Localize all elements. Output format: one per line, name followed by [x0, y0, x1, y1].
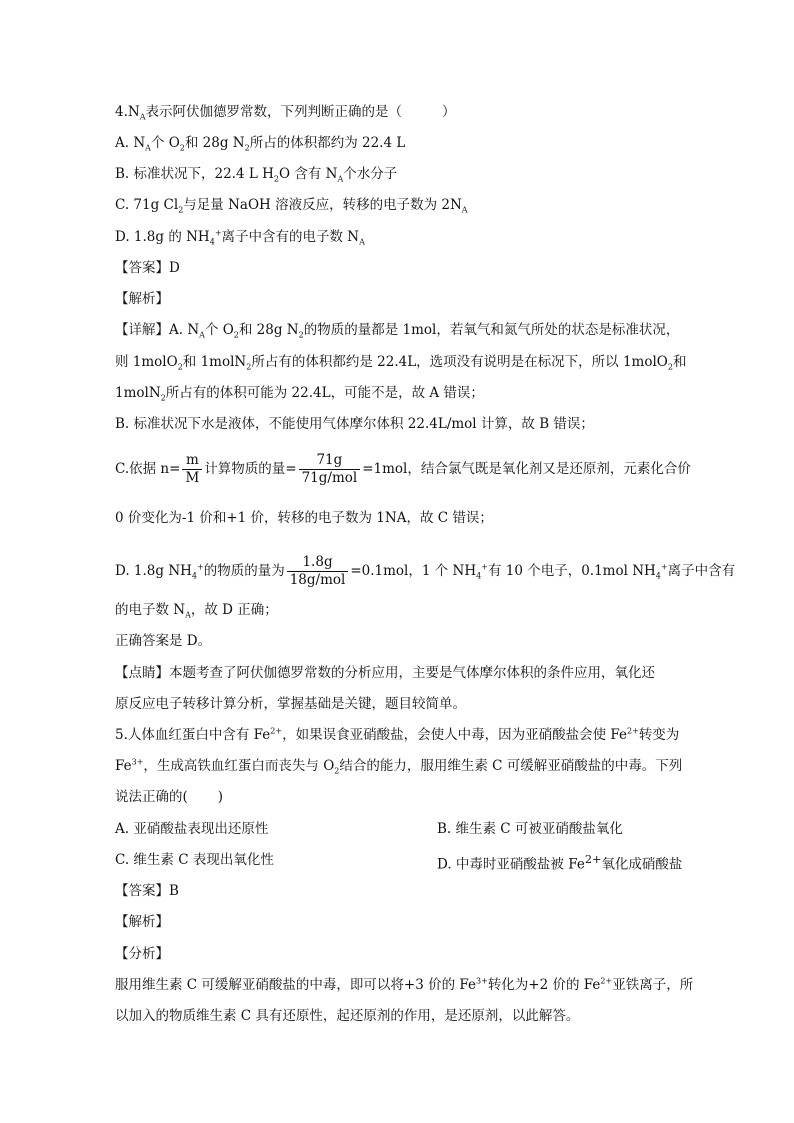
q5-option-b: B. 维生素 C 可被亚硝酸盐氧化: [437, 821, 623, 837]
formula-1.8g-over-18gmol: [287, 554, 349, 589]
q5-option-d: D. 中毒时亚硝酸盐被 $Fe^{2+}$氧化成硝酸盐: [437, 853, 683, 873]
q5-answer: 【答案】B: [115, 883, 179, 899]
q4-analysis-heading: 【解析】: [115, 291, 169, 307]
q4-detail-line-d-cont: 的电子数 $N_A$，故 D 正确；: [115, 602, 278, 620]
q5-stem-line-3: [115, 787, 223, 807]
q4-comment-line-1: 【点睛】本题考查了阿伏伽德罗常数的分析应用，主要是气体摩尔体积的条件应用，氧化还: [115, 665, 655, 681]
q4-detail-d-prefix: D. 1.8g $NH_4^+$的物质的量为: [115, 562, 285, 581]
q5-stem-text: 说法正确的(: [115, 789, 188, 805]
q4-detail-line-2: 则 1molO$_2$和 1molN$_2$所占有的体积都约是 22.4L，选项没有说明是在标况下，所以 1molO$_2$和: [115, 354, 687, 372]
q4-detail-c-prefix: C.依据 n=: [115, 461, 181, 477]
formula-m-over-M: [182, 452, 202, 487]
q4-detail-line-3: 1molN$_2$所占有的体积可能为 22.4L，可能不是，故 A 错误；: [115, 385, 484, 403]
fraction-denominator: 71g/mol: [301, 470, 358, 486]
q4-detail-line-d: [115, 554, 735, 589]
q4-detail-line-c: [115, 452, 691, 487]
q5-option-a: A. 亚硝酸盐表现出还原性: [115, 821, 269, 837]
fraction-denominator: 18g/mol: [289, 572, 346, 588]
q5-stem-line-1: 5.人体血红蛋白中含有 $Fe^{2+}$，如果误食亚硝酸盐，会使人中毒，因为亚硝酸盐会使 $Fe^{2+}$转变为: [115, 726, 680, 743]
q4-option-c: C. 71g $Cl_2$与足量 NaOH 溶液反应，转移的电子数为 $2N_A$: [115, 197, 468, 215]
q5-fenxi-heading: 【分析】: [115, 946, 169, 962]
q5-option-c: C. 维生素 C 表现出氧化性: [115, 852, 274, 868]
q4-detail-line-c-cont: 0 价变化为-1 价和+1 价，转移的电子数为 1NA，故 C 错误；: [115, 510, 493, 526]
q4-option-a: A. $N_A$个 $O_2$和 28g $N_2$所占的体积都约为 22.4 L: [115, 135, 406, 153]
q4-stem-prefix: 4.N: [115, 104, 140, 120]
q4-detail-line-b: B. 标准状况下水是液体，不能使用气体摩尔体积 22.4L/mol 计算，故 B 错误；: [115, 416, 594, 432]
fraction-denominator: M: [185, 470, 200, 486]
q5-body-line-2: 以加入的物质维生素 C 具有还原性，起还原剂的作用，是还原剂，以此解答。: [115, 1008, 580, 1024]
formula-71g-over-71gmol: [299, 452, 361, 487]
q5-analysis-heading: 【解析】: [115, 914, 169, 930]
fraction-numerator: 71g: [299, 452, 361, 470]
q4-comment-line-2: 原反应电子转移计算分析，掌握基础是关键，题目较简单。: [115, 696, 466, 712]
q5-stem-line-2: $Fe^{3+}$，生成高铁血红蛋白而丧失与 $O_2$结合的能力，服用维生素 C 可缓解亚硝酸盐的中毒。下列: [115, 757, 683, 776]
q4-detail-c-mid: 计算物质的量=: [204, 461, 297, 477]
q5-body-line-1: 服用维生素 C 可缓解亚硝酸盐的中毒，即可以将+3 价的 $Fe^{3+}$转化为+2 价的 $Fe^{2+}$亚铁离子，所: [115, 976, 694, 993]
q4-answer: 【答案】D: [115, 260, 180, 276]
q4-stem-sub: A: [139, 112, 146, 122]
q4-detail-c-suffix: =1mol，结合氯气既是氧化剂又是还原剂，元素化合价: [362, 461, 691, 477]
q4-stem-close: ）: [441, 104, 456, 120]
q4-stem: [115, 102, 455, 122]
q4-option-d: D. 1.8g 的 $NH_4^+$离子中含有的电子数 $N_A$: [115, 228, 365, 247]
fraction-numerator: m: [182, 452, 202, 470]
q4-detail-line-1: 【详解】A. $N_A$个 $O_2$和 28g $N_2$的物质的量都是 1mol，若氧气和氮气所处的状态是标准状况，: [115, 322, 680, 340]
fraction-numerator: 1.8g: [287, 554, 349, 572]
q4-option-b: B. 标准状况下，22.4 L $H_2O$ 含有 $N_A$个水分子: [115, 166, 398, 184]
q4-detail-d-suffix: =0.1mol，1 个 $NH_4^+$有 10 个电子，0.1mol $NH_4^+$离子中含有: [350, 562, 736, 581]
q4-stem-text: 表示阿伏伽德罗常数，下列判断正确的是（: [145, 104, 402, 120]
q5-stem-close: ): [217, 789, 224, 805]
q4-correct-answer: 正确答案是 D。: [115, 633, 212, 649]
